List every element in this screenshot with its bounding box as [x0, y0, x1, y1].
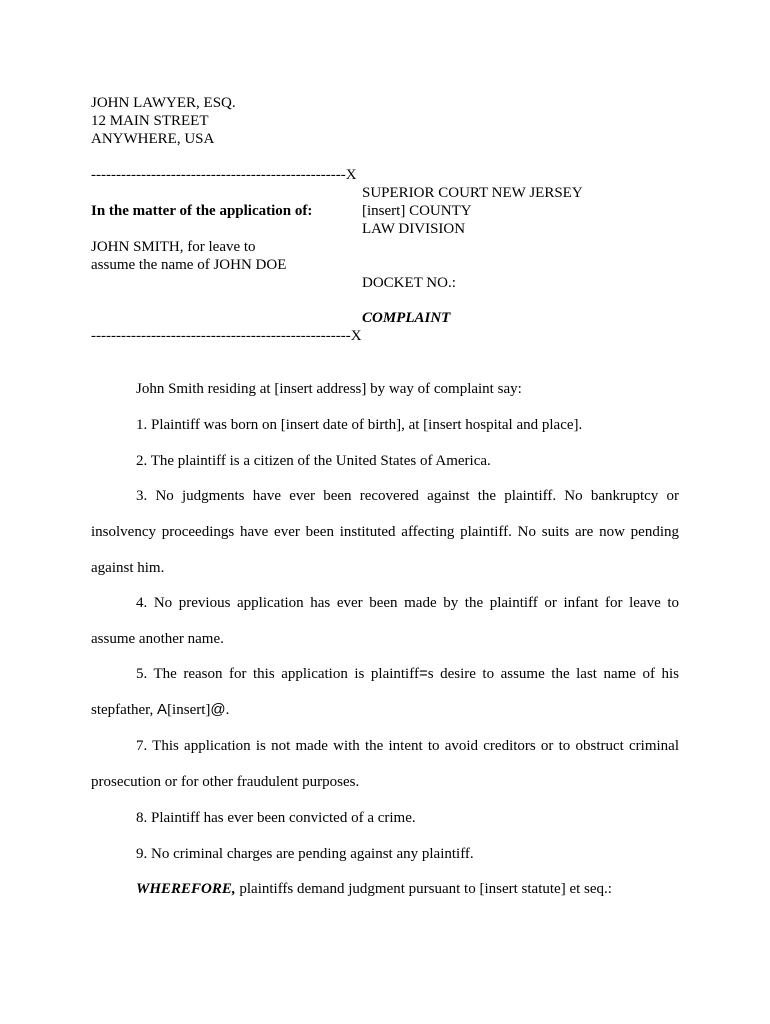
document-title: COMPLAINT	[362, 310, 451, 326]
court-county: [insert] COUNTY	[362, 203, 472, 219]
paragraph-7: 7. This application is not made with the intent to avoid creditors or to obstruct criminal prosecution or for other fraudulent purposes.	[91, 738, 679, 790]
docket-number: DOCKET NO.:	[362, 275, 456, 291]
paragraph-8: 8. Plaintiff has ever been convicted of a crime.	[136, 810, 416, 826]
court-name: SUPERIOR COURT NEW JERSEY	[362, 185, 583, 201]
party-line-1: JOHN SMITH, for leave to	[91, 239, 256, 255]
paragraph-5-middle: s desire to assume the last name of his stepfather,	[91, 666, 679, 718]
paragraph-3: 3. No judgments have ever been recovered against the plaintiff. No bankruptcy or insolvency proceedings have ever been instituted affecting plaintiff. No suits are now pending against him.	[91, 488, 679, 576]
paragraph-5-start: 5. The reason for this application is plaintiff	[136, 666, 419, 682]
court-division: LAW DIVISION	[362, 221, 466, 237]
wherefore-text: plaintiffs demand judgment pursuant to [insert statute] et seq.:	[235, 881, 612, 897]
symbol-a: A	[157, 701, 168, 718]
caption-top-rule: ---------------------------------------------------X	[91, 167, 357, 183]
attorney-city: ANYWHERE, USA	[91, 131, 215, 147]
symbol-at: @	[210, 701, 226, 718]
attorney-name: JOHN LAWYER, ESQ.	[91, 95, 236, 111]
paragraph-9: 9. No criminal charges are pending against any plaintiff.	[136, 846, 474, 862]
wherefore-keyword: WHEREFORE,	[136, 881, 236, 897]
paragraph-5	[91, 656, 679, 728]
paragraph-5-insert: [insert]	[167, 702, 211, 718]
paragraph-4: 4. No previous application has ever been made by the plaintiff or infant for leave to assume another name.	[91, 595, 679, 647]
paragraph-1: 1. Plaintiff was born on [insert date of birth], at [insert hospital and place].	[136, 417, 583, 433]
caption-bottom-rule: ----------------------------------------------------X	[91, 328, 362, 344]
attorney-street: 12 MAIN STREET	[91, 113, 209, 129]
intro-paragraph: John Smith residing at [insert address] by way of complaint say:	[136, 381, 522, 397]
party-line-2: assume the name of JOHN DOE	[91, 257, 287, 273]
symbol-equals: =	[418, 665, 428, 682]
paragraph-2: 2. The plaintiff is a citizen of the United States of America.	[136, 453, 491, 469]
paragraph-5-end: .	[225, 702, 230, 718]
matter-heading: In the matter of the application of:	[91, 203, 313, 219]
wherefore-paragraph	[91, 871, 679, 907]
